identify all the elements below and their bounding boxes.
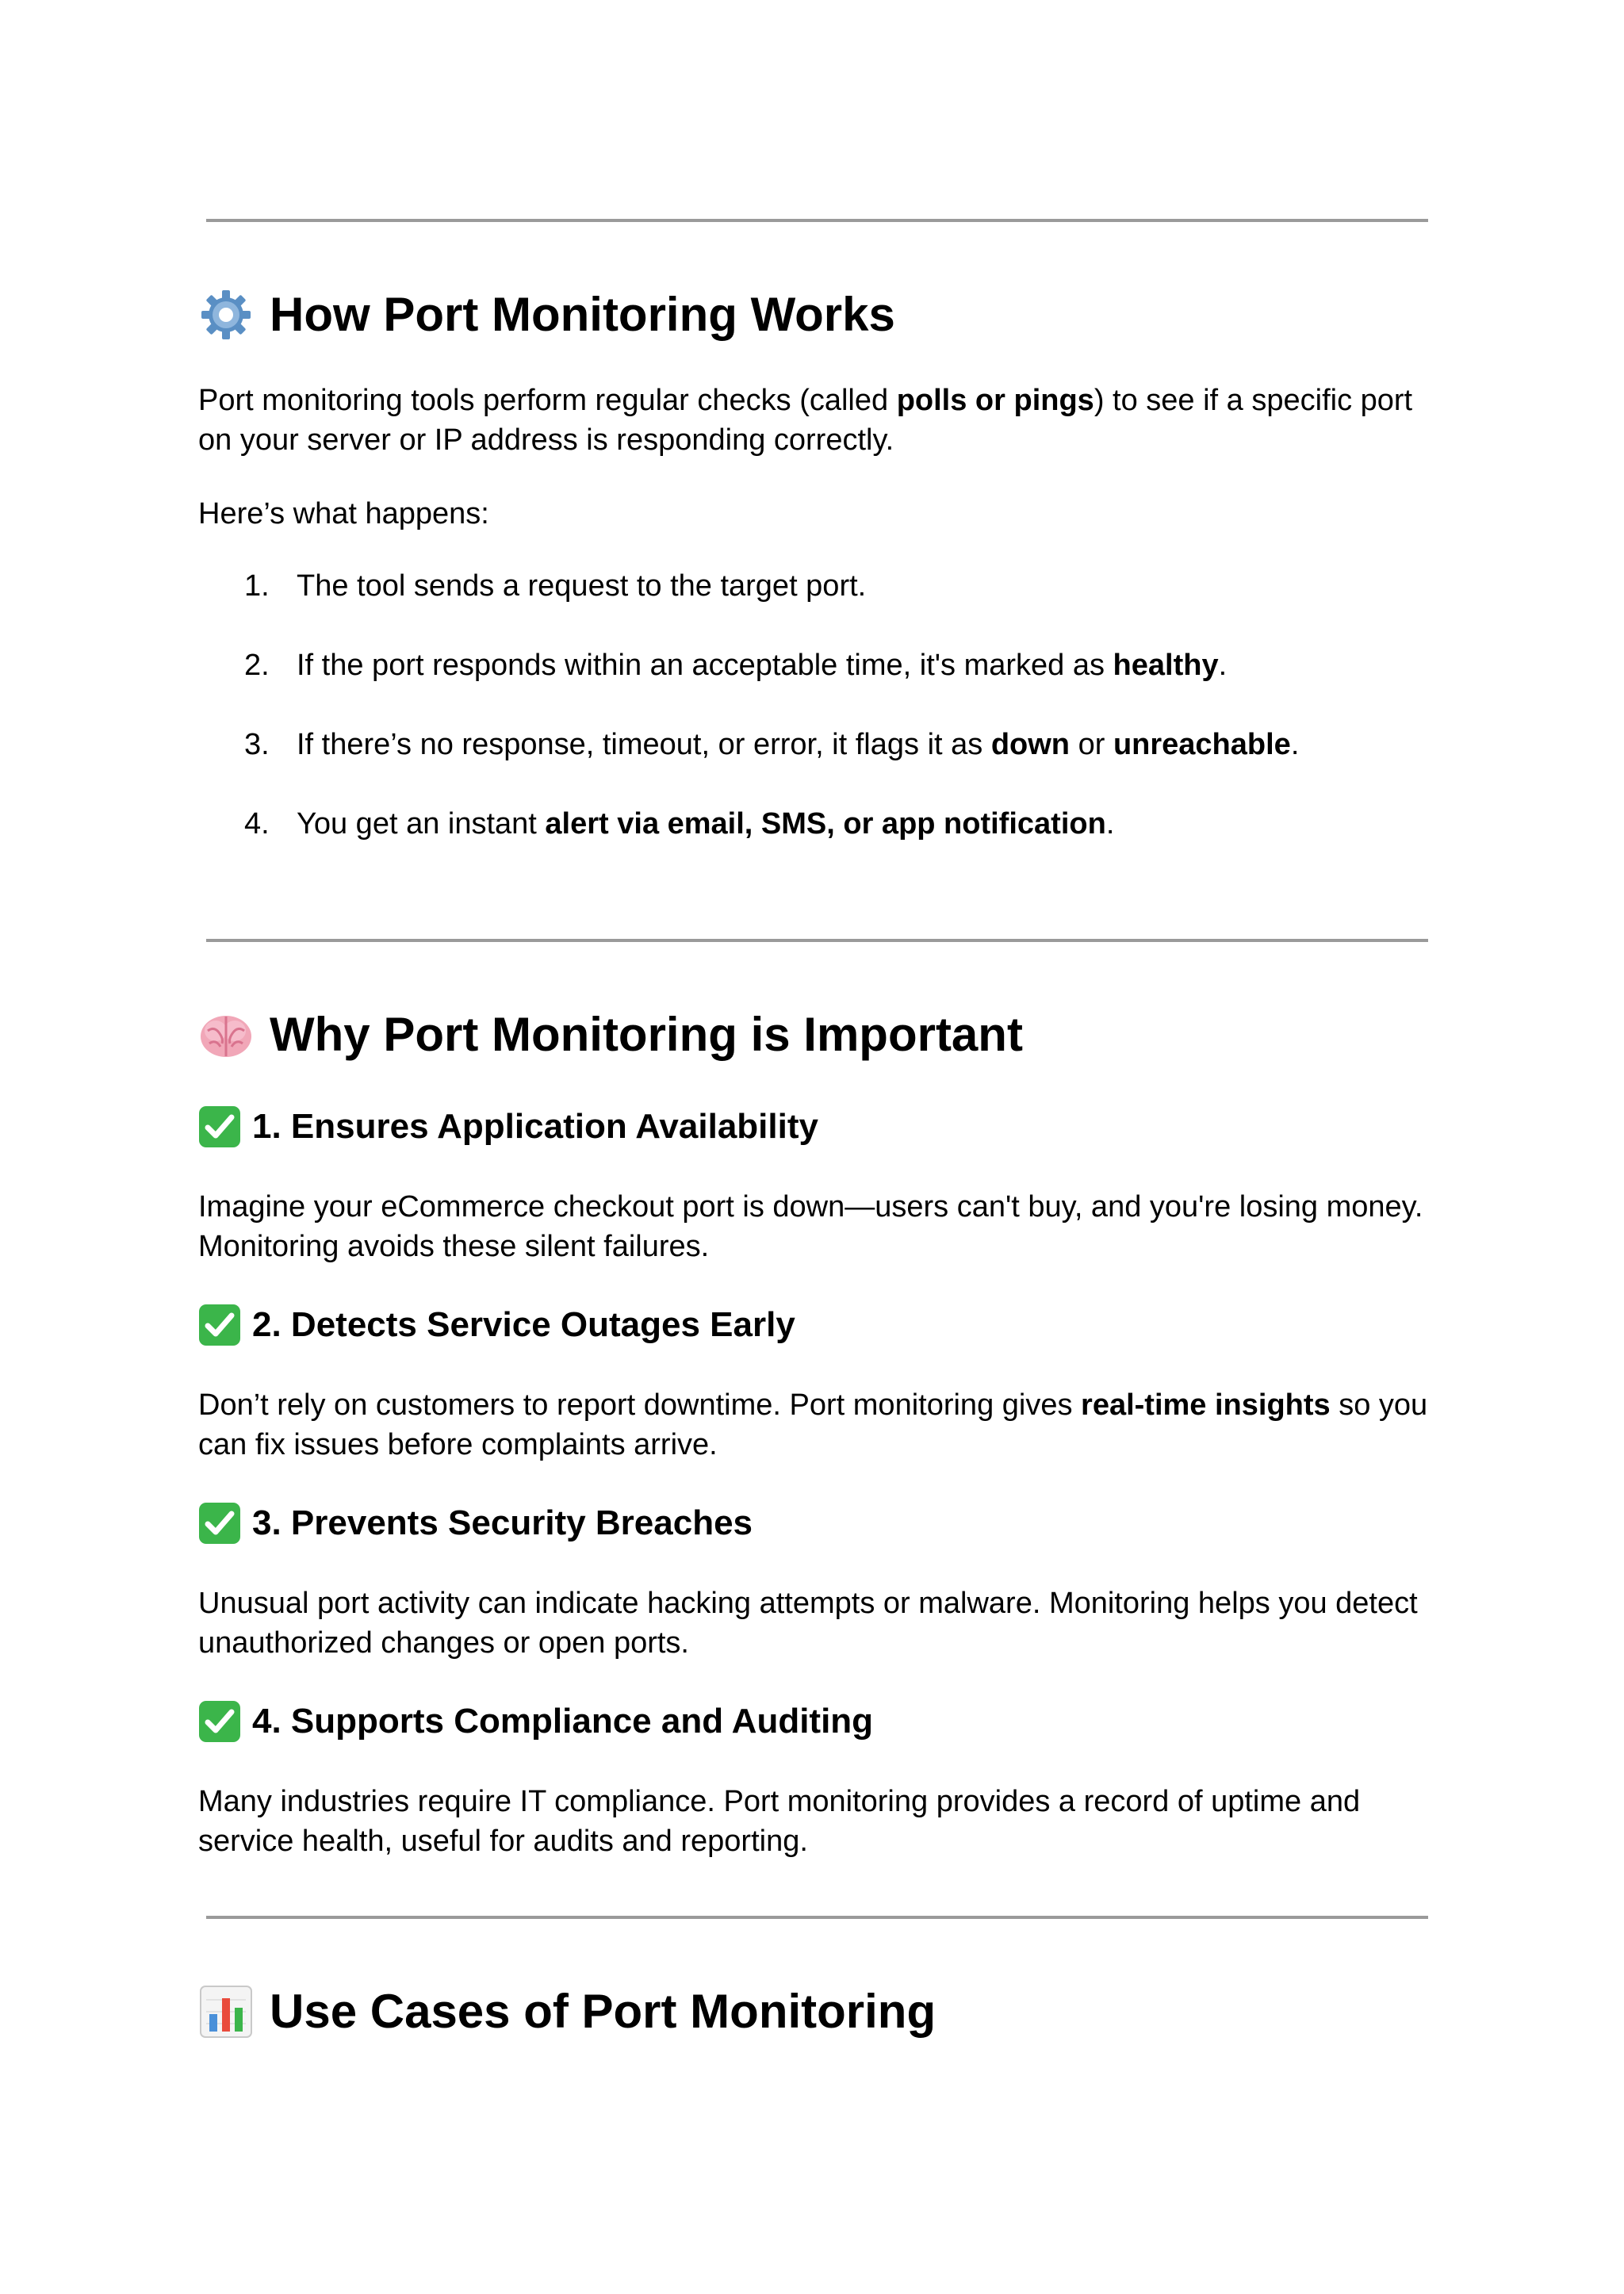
list-text: .	[1290, 728, 1300, 761]
body-text: unauthorized changes or open ports.	[198, 1626, 689, 1660]
subheading-text: 4. Supports Compliance and Auditing	[252, 1702, 874, 1741]
section-divider	[206, 219, 1428, 222]
list-bold-term: down	[990, 728, 1071, 761]
subheading-compliance	[198, 1700, 873, 1743]
list-text: The tool sends a request to the target port.	[297, 569, 867, 603]
section-heading-how	[198, 286, 895, 343]
body-text: can fix issues before complaints arrive.	[198, 1428, 718, 1461]
subheading-security	[198, 1502, 753, 1545]
section-heading-text: Why Port Monitoring is Important	[270, 1008, 1023, 1061]
subheading-text: 3. Prevents Security Breaches	[252, 1503, 753, 1542]
list-number: 3.	[244, 728, 270, 761]
lead-text: Here’s what happens:	[198, 497, 489, 530]
intro-paragraph	[198, 381, 1451, 460]
checkmark-icon	[198, 1700, 241, 1743]
list-number: 1.	[244, 569, 270, 603]
list-item	[244, 804, 1114, 844]
brain-icon	[198, 1007, 254, 1063]
section-divider	[206, 939, 1428, 942]
list-bold-term: alert via email, SMS, or app notification	[545, 807, 1106, 841]
list-bold-term: healthy	[1113, 649, 1219, 682]
subheading-availability	[198, 1105, 818, 1148]
body-paragraph	[198, 1782, 1451, 1861]
section-heading-text: How Port Monitoring Works	[270, 288, 895, 341]
body-text: Don’t rely on customers to report downtime. Port monitoring gives	[198, 1388, 1082, 1422]
body-text: Imagine your eCommerce checkout port is down—users can't buy, and you're losing money.	[198, 1190, 1423, 1224]
list-text: If there’s no response, timeout, or error, it flags it as	[297, 728, 991, 761]
list-item	[244, 566, 866, 606]
checkmark-icon	[198, 1502, 241, 1545]
subheading-text: 1. Ensures Application Availability	[252, 1107, 818, 1146]
intro-text: Port monitoring tools perform regular checks (called	[198, 384, 897, 417]
section-divider	[206, 1916, 1428, 1919]
intro-text: on your server or IP address is responding correctly.	[198, 423, 894, 457]
body-paragraph	[198, 1385, 1451, 1465]
body-text: so you	[1330, 1388, 1428, 1422]
list-item	[244, 645, 1227, 685]
body-text: Monitoring avoids these silent failures.	[198, 1230, 710, 1263]
checkmark-icon	[198, 1304, 241, 1346]
bar-chart-icon	[198, 1984, 254, 2039]
subheading-outages	[198, 1304, 795, 1346]
intro-text: ) to see if a specific port	[1094, 384, 1413, 417]
body-text: service health, useful for audits and reporting.	[198, 1825, 808, 1858]
gear-icon	[198, 287, 254, 343]
list-text: If the port responds within an acceptable time, it's marked as	[297, 649, 1113, 682]
body-bold-term: real-time insights	[1081, 1388, 1331, 1422]
checkmark-icon	[198, 1105, 241, 1148]
list-text: You get an instant	[297, 807, 546, 841]
body-paragraph	[198, 1187, 1451, 1266]
body-text: Unusual port activity can indicate hacking attempts or malware. Monitoring helps you detect	[198, 1587, 1418, 1620]
intro-bold-term: polls or pings	[896, 384, 1094, 417]
list-number: 2.	[244, 649, 270, 682]
subheading-text: 2. Detects Service Outages Early	[252, 1305, 795, 1344]
list-text: .	[1218, 649, 1228, 682]
list-text: .	[1105, 807, 1115, 841]
body-paragraph	[198, 1584, 1451, 1663]
section-heading-use-cases	[198, 1983, 936, 2040]
body-text: Many industries require IT compliance. Port monitoring provides a record of uptime and	[198, 1785, 1361, 1818]
list-bold-term: unreachable	[1113, 728, 1291, 761]
list-number: 4.	[244, 807, 270, 841]
section-heading-why	[198, 1006, 1023, 1063]
section-heading-text: Use Cases of Port Monitoring	[270, 1985, 936, 2038]
list-text: or	[1070, 728, 1113, 761]
list-item	[244, 725, 1299, 764]
